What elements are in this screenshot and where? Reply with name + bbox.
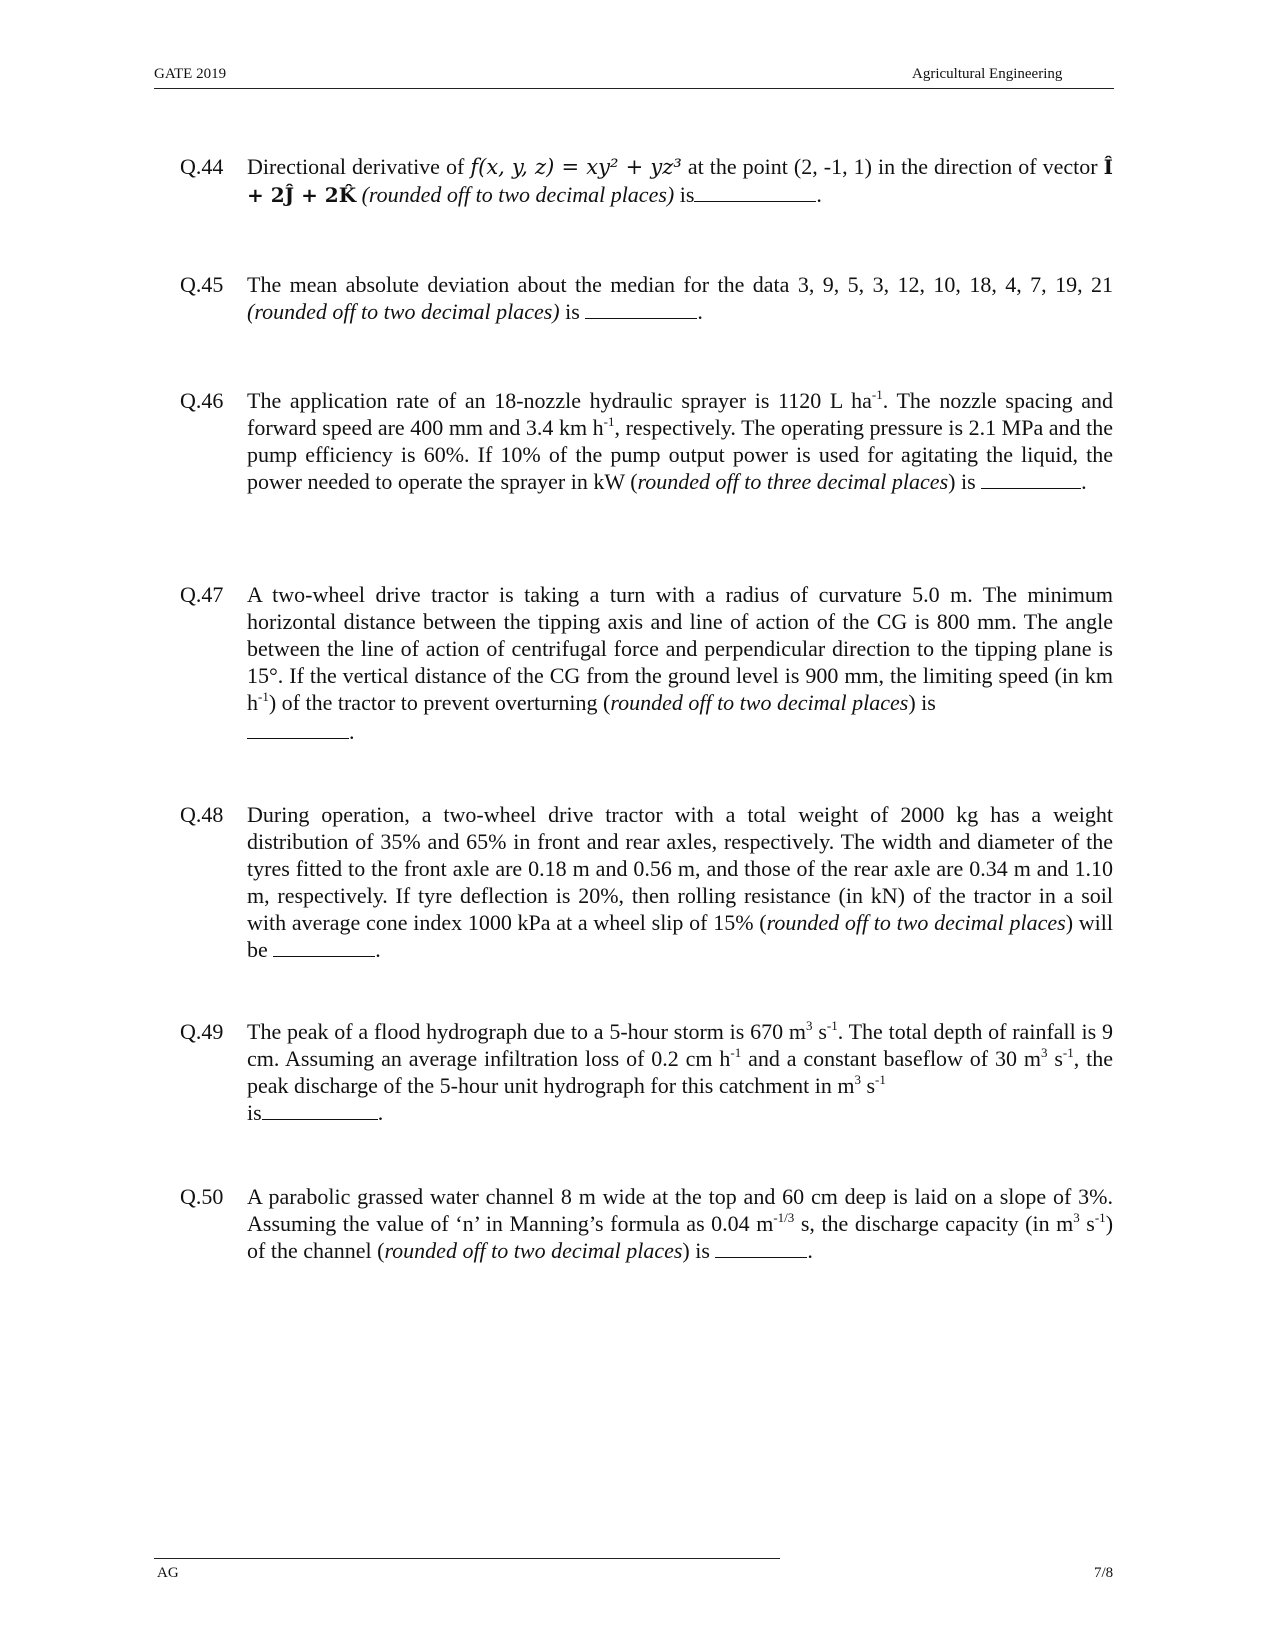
header-rule [154, 88, 1114, 89]
text: , the peak discharge of the 5-hour unit hydrograph for this catchment in m [247, 1046, 1114, 1098]
text: A two-wheel drive tractor is taking a turn with a radius of curvature 5.0 m. The minimum horizontal distance between the tipping axis and line of action of the CG is 800 mm. The angle between the line of action of centrifugal force and perpendicular direction to the tipping plane is 15°. If the vertical distance of the CG from the ground level is 900 mm, the limiting speed (in km h [247, 582, 1113, 715]
header-paper: Agricultural Engineering [912, 66, 1063, 82]
answer-blank [262, 1101, 378, 1120]
superscript: -1 [871, 387, 883, 402]
question-number: Q.46 [180, 388, 224, 413]
text: , respectively. The operating pressure is 2.1 MPa and the pump efficiency is 60%. If 10% of the pump output power is used for agitating the liquid, the power needed to operate the sprayer in kW ( [247, 415, 1113, 494]
text: ) is [908, 690, 936, 715]
text: s [860, 1073, 876, 1098]
superscript: -1 [1062, 1045, 1074, 1060]
question-text: The mean absolute deviation about the median for the data 3, 9, 5, 3, 12, 10, 18, 4, 7, 19, 21 (rounded off to two decimal places) is . [247, 272, 1113, 324]
superscript: -1 [1094, 1210, 1106, 1225]
question-text: Directional derivative of f(x, y, z) = xy² + yz³ at the point (2, -1, 1) in the direction of vector Î + 2Ĵ + 2K̂ (rounded off to two decimal places) is . [247, 154, 1113, 207]
text: s, the discharge capacity (in m [794, 1211, 1074, 1236]
superscript: 3 [1073, 1210, 1080, 1225]
text: Directional derivative of [247, 154, 471, 179]
text: ) of the tractor to prevent overturning ( [268, 690, 611, 715]
text: s [812, 1019, 827, 1044]
rounding-note: (rounded off to two decimal places) [361, 182, 675, 207]
question-number: Q.47 [180, 582, 224, 607]
question-text: During operation, a two-wheel drive tractor with a total weight of 2000 kg has a weight distribution of 35% and 65% in front and rear axles, respectively. The width and diameter of the tyres fitted to the front axle are 0.18 m and 0.56 m, and those of the rear axle are 0.34 m and 1.10 m, respectively. If tyre deflection is 20%, then rolling resistance (in kN) of the tractor in a soil with average cone index 1000 kPa at a wheel slip of 15% (rounded off to two decimal places) will be . [247, 802, 1113, 962]
text: s [1047, 1046, 1063, 1071]
rounding-note: (rounded off to two decimal places) [247, 299, 560, 324]
direction-vector: Î + 2Ĵ + 2K̂ [247, 155, 1113, 207]
rounding-note: rounded off to two decimal places [610, 690, 909, 715]
answer-blank [247, 720, 349, 739]
text: ) will be [247, 910, 1113, 962]
text: is [674, 182, 695, 207]
superscript: -1/3 [773, 1210, 795, 1225]
question-number: Q.48 [180, 802, 224, 827]
superscript: -1 [826, 1018, 838, 1033]
answer-blank [694, 183, 816, 202]
question-number: Q.45 [180, 272, 224, 297]
footer-page-number: 7/8 [1094, 1565, 1114, 1581]
text: ) is [948, 469, 982, 494]
superscript: 3 [1040, 1045, 1048, 1060]
answer-blank [715, 1239, 807, 1258]
superscript: -1 [730, 1045, 742, 1060]
question-number: Q.50 [180, 1184, 224, 1209]
text: During operation, a two-wheel drive tractor with a total weight of 2000 kg has a weight distribution of 35% and 65% in front and rear axles, respectively. The width and diameter of the tyres fitted to the front axle are 0.18 m and 0.56 m, and those of the rear axle are 0.34 m and 1.10 m, respectively. If tyre deflection is 20%, then rolling resistance (in kN) of the tractor in a soil with average cone index 1000 kPa at a wheel slip of 15% ( [247, 802, 1113, 935]
superscript: -1 [258, 689, 269, 704]
rounding-note: rounded off to two decimal places [384, 1238, 683, 1263]
text: and a constant baseflow of 30 m [741, 1046, 1041, 1071]
superscript: -1 [875, 1072, 886, 1087]
superscript: 3 [806, 1018, 813, 1033]
question-number: Q.44 [180, 154, 224, 179]
text: is [247, 1100, 262, 1125]
answer-blank [273, 938, 375, 957]
question-text: The application rate of an 18-nozzle hydraulic sprayer is 1120 L $ha^{-1}$. The nozzle spacing and forward speed are 400 mm and 3.4 km $h^{-1}$, respectively. The operating pressure is 2.1 MPa and the pump efficiency is 60%. If 10% of the pump output power is used for agitating the liquid, the power needed to operate the sprayer in kW (rounded off to three decimal places) is . [247, 387, 1113, 494]
text: A parabolic grassed water channel 8 m wide at the top and 60 cm deep is laid on a slope of 3%. Assuming the value of ‘n’ in Manning’s formula as 0.04 m [247, 1184, 1113, 1236]
text: . The nozzle spacing and forward speed are 400 mm and 3.4 km h [247, 388, 1113, 440]
superscript: -1 [603, 414, 615, 429]
superscript: 3 [854, 1072, 861, 1087]
function-expression: f(x, y, z) = xy² + yz³ [470, 155, 682, 179]
question-text: A parabolic grassed water channel 8 m wide at the top and 60 cm deep is laid on a slope of 3%. Assuming the value of ‘n’ in Manning’s formula as 0.04 $m^{-1/3}$ s, the discharge capacity (in $m^3$ $s^{-1}$) of the channel (rounded off to two decimal places) is . [247, 1184, 1114, 1263]
rounding-note: rounded off to three decimal places [637, 469, 949, 494]
answer-blank [981, 470, 1081, 489]
header-exam: GATE 2019 [154, 66, 227, 82]
text: The peak of a flood hydrograph due to a 5-hour storm is 670 m [247, 1019, 807, 1044]
footer-paper-code: AG [157, 1565, 179, 1581]
answer-blank [585, 300, 697, 319]
footer-rule [154, 1558, 780, 1559]
text: s [1079, 1211, 1095, 1236]
rounding-note: rounded off to two decimal places [766, 910, 1066, 935]
text: The application rate of an 18-nozzle hydraulic sprayer is 1120 L ha [247, 388, 872, 413]
text: is [559, 299, 586, 324]
question-number: Q.49 [180, 1019, 224, 1044]
text: ) of the channel ( [247, 1211, 1114, 1263]
text: at the point (2, -1, 1) in the direction of vector [681, 154, 1104, 179]
text: The mean absolute deviation about the median for the data 3, 9, 5, 3, 12, 10, 18, 4, 7, 19, 21 [247, 272, 1113, 297]
text: . The total depth of rainfall is 9 cm. Assuming an average infiltration loss of 0.2 cm h [247, 1019, 1113, 1071]
question-text: The peak of a flood hydrograph due to a 5-hour storm is 670 $m^3$ $s^{-1}$. The total depth of rainfall is 9 cm. Assuming an average infiltration loss of 0.2 cm $h^{-1}$ and a constant baseflow of 30 $m^3$ $s^{-1}$, the peak discharge of the 5-hour unit hydrograph for this catchment in $m^3$ $s^{-1}$ is . [247, 1018, 1114, 1125]
question-text: A two-wheel drive tractor is taking a turn with a radius of curvature 5.0 m. The minimum horizontal distance between the tipping axis and line of action of the CG is 800 mm. The angle between the line of action of centrifugal force and perpendicular direction to the tipping plane is 15°. If the vertical distance of the CG from the ground level is 900 mm, the limiting speed (in km $h^{-1}$) of the tractor to prevent overturning (rounded off to two decimal places) is . [247, 582, 1113, 744]
text: ) is [682, 1238, 716, 1263]
